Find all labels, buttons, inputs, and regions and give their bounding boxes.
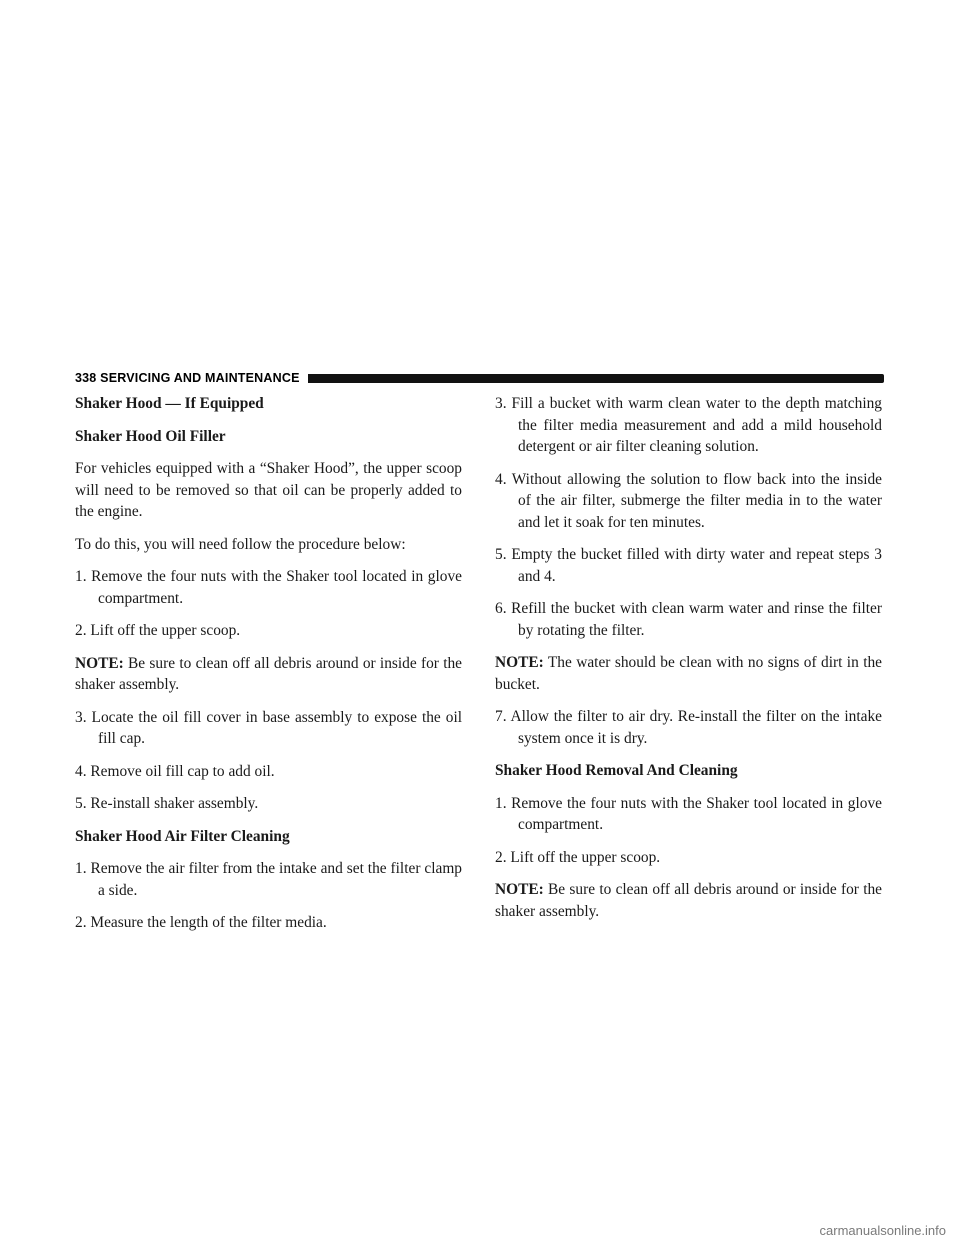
section-title: SERVICING AND MAINTENANCE (100, 371, 300, 385)
air-filter-heading: Shaker Hood Air Filter Cleaning (75, 827, 290, 845)
note (495, 879, 882, 922)
oil-filler-heading: Shaker Hood Oil Filler (75, 427, 226, 445)
list-item: 4. Without allowing the solution to flow back into the inside of the air filter, submerge the filter media in to the water and let it soak for ten minutes. (495, 470, 882, 531)
right-column (495, 393, 882, 933)
note-text: Be sure to clean off all debris around or inside for the shaker assembly. (75, 654, 462, 693)
list-item: 5. Re-install shaker assembly. (75, 795, 259, 812)
note (75, 653, 462, 696)
header-rule (308, 374, 884, 383)
note (495, 652, 882, 695)
section-heading: Shaker Hood — If Equipped (75, 395, 264, 412)
list-item: 6. Refill the bucket with clean warm water and rinse the filter by rotating the filter. (495, 600, 882, 639)
list-item: 2. Lift off the upper scoop. (75, 622, 241, 639)
list-item: 3. Fill a bucket with warm clean water to the depth matching the filter media measurement and add a mild household detergent or air filter cleaning solution. (495, 395, 882, 455)
note-text: The water should be clean with no signs of dirt in the bucket. (495, 654, 882, 693)
page-header (75, 370, 884, 386)
list-item: 1. Remove the four nuts with the Shaker tool located in glove compartment. (495, 794, 882, 833)
intro-paragraph: For vehicles equipped with a “Shaker Hood”, the upper scoop will need to be removed so that oil can be properly added to the engine. (75, 460, 462, 520)
note-label: NOTE: (495, 654, 544, 671)
procedure-intro: To do this, you will need follow the procedure below: (75, 535, 406, 553)
note-text: Be sure to clean off all debris around or inside for the shaker assembly. (495, 881, 882, 920)
left-column (75, 393, 462, 945)
list-item: 4. Remove oil fill cap to add oil. (75, 762, 275, 780)
removal-heading: Shaker Hood Removal And Cleaning (495, 762, 738, 779)
list-item: 2. Lift off the upper scoop. (495, 848, 661, 866)
list-item: 5. Empty the bucket filled with dirty water and repeat steps 3 and 4. (495, 546, 882, 585)
list-item: 7. Allow the filter to air dry. Re-install the filter on the intake system once it is dry. (495, 708, 882, 747)
list-item: 3. Locate the oil fill cover in base assembly to expose the oil fill cap. (75, 708, 462, 747)
page-number-and-section (75, 371, 300, 385)
page-number: 338 (75, 371, 97, 385)
list-item: 1. Remove the four nuts with the Shaker tool located in glove compartment. (75, 568, 462, 607)
note-label: NOTE: (75, 654, 124, 672)
list-item: 2. Measure the length of the filter media. (75, 914, 327, 931)
list-item: 1. Remove the air filter from the intake and set the filter clamp a side. (75, 860, 462, 899)
note-label: NOTE: (495, 881, 544, 898)
watermark: carmanualsonline.info (819, 1223, 946, 1238)
